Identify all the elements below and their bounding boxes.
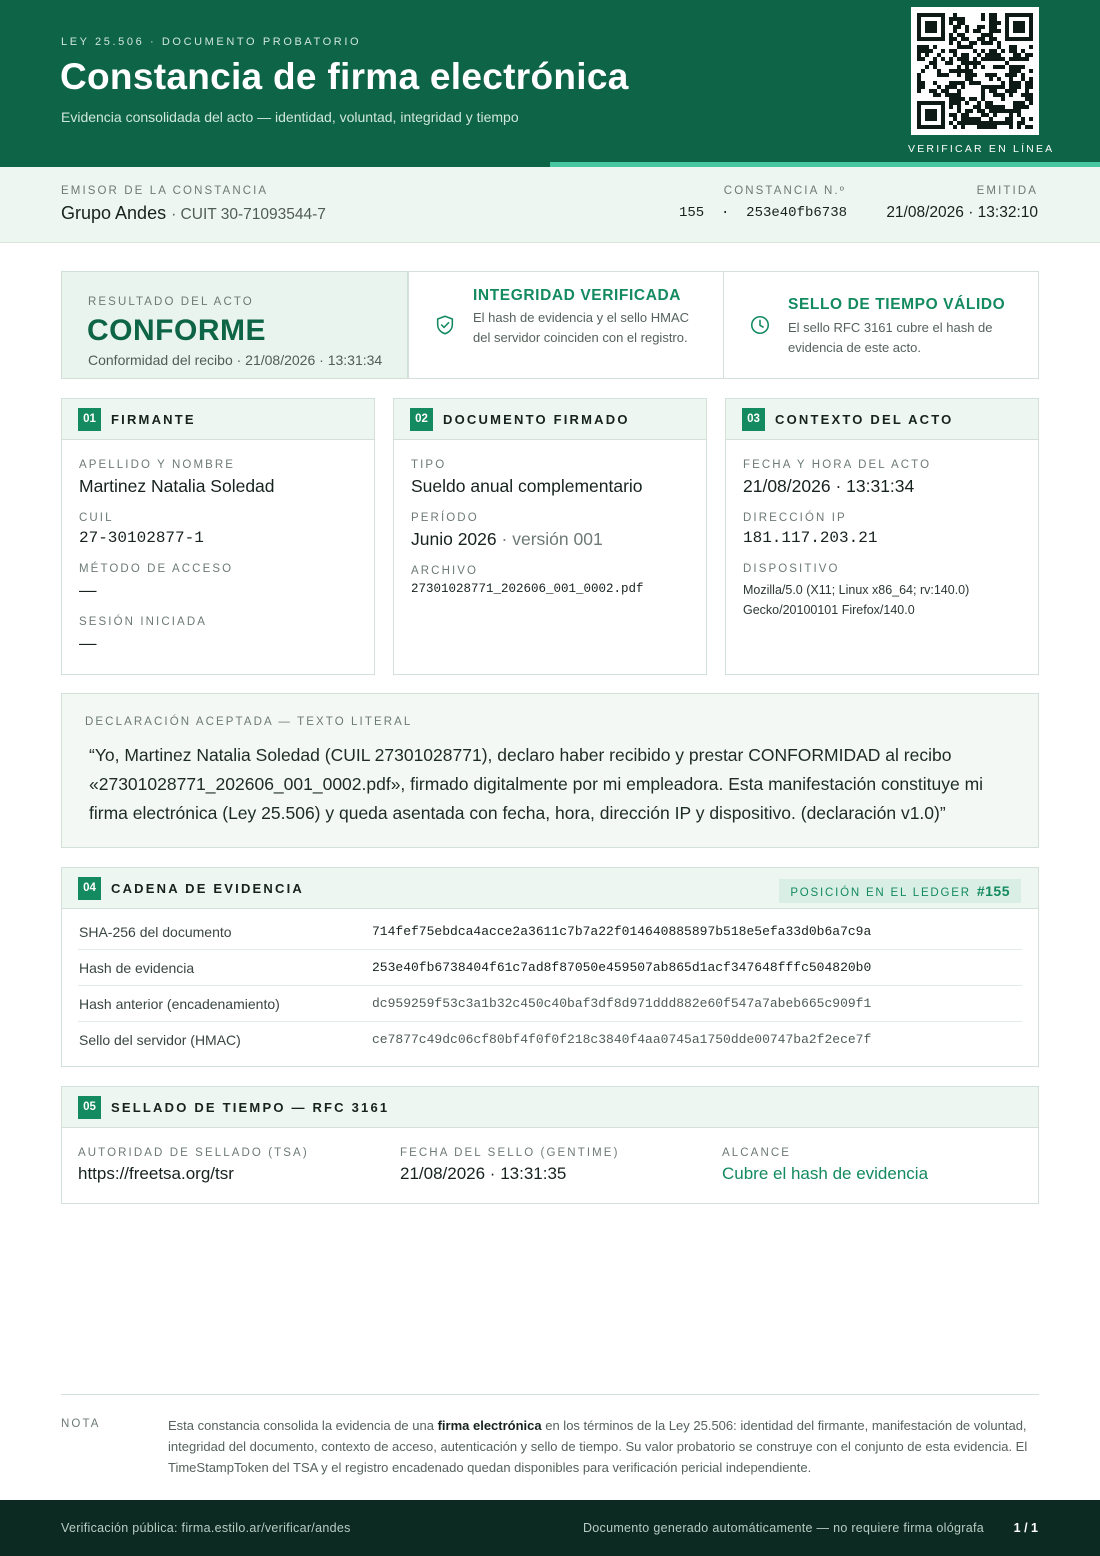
ledger-label: POSICIÓN EN EL LEDGER xyxy=(790,887,971,899)
device-field xyxy=(743,563,1033,620)
qr-code-icon xyxy=(917,13,1033,129)
period-value: Junio 2026 xyxy=(411,529,497,549)
signer-cuil-label: CUIL xyxy=(79,512,114,524)
document-type-field xyxy=(411,459,643,497)
header xyxy=(0,0,1100,163)
ledger-value: #155 xyxy=(976,883,1010,899)
result-main xyxy=(61,271,408,379)
row-value: 253e40fb6738404f61c7ad8f87050e459507ab865d1acf347648fffc504820b0 xyxy=(372,960,872,975)
session-field xyxy=(79,616,207,654)
row-key: SHA-256 del documento xyxy=(79,924,232,940)
document-card-header xyxy=(394,399,706,440)
footer-disclaimer: Documento generado automáticamente — no requiere firma ológrafa xyxy=(582,1521,984,1535)
context-card xyxy=(725,398,1039,675)
ip-label: DIRECCIÓN IP xyxy=(743,512,847,524)
tsa-scope-field xyxy=(722,1147,928,1184)
signer-name-field xyxy=(79,459,275,497)
evidence-chain-title: CADENA DE EVIDENCIA xyxy=(111,881,305,896)
note-bold: firma electrónica xyxy=(437,1418,542,1433)
device-label: DISPOSITIVO xyxy=(743,563,840,575)
section-badge: 03 xyxy=(742,408,765,431)
tsa-scope: Cubre el hash de evidencia xyxy=(722,1164,929,1183)
act-datetime: 21/08/2026 · 13:31:34 xyxy=(743,476,915,496)
document-type-label: TIPO xyxy=(411,459,447,471)
timestamp-section-header xyxy=(62,1087,1038,1128)
emitter-company: Grupo Andes xyxy=(61,203,167,223)
tsa-authority-field xyxy=(78,1147,309,1184)
evidence-chain-header xyxy=(62,868,1038,909)
result-value: CONFORME xyxy=(87,314,266,347)
section-badge: 02 xyxy=(410,408,433,431)
emitter-name xyxy=(61,203,326,224)
timestamp-section xyxy=(61,1086,1039,1204)
act-datetime-label: FECHA Y HORA DEL ACTO xyxy=(743,459,932,471)
row-value: ce7877c49dc06cf80bf4f0f0f218c3840f4aa0745a1750dde00747ba2f2ece7f xyxy=(372,1032,872,1047)
emitter-band xyxy=(0,167,1100,243)
note-post: en los términos de la Ley 25.506: identidad del firmante, manifestación de voluntad, integridad del documento, contexto de acceso, autenticación y sello de tiempo. Su valor probatorio se construye con el conjunto de esta evidencia. El TimeStampToken del TSA y el registro encadenado quedan disponibles para verificación pericial independiente. xyxy=(168,1418,1028,1475)
section-badge: 01 xyxy=(78,408,101,431)
device: Mozilla/5.0 (X11; Linux x86_64; rv:140.0) Gecko/20100101 Firefox/140.0 xyxy=(743,583,970,617)
footer xyxy=(0,1500,1100,1556)
signer-name: Martinez Natalia Soledad xyxy=(79,476,275,496)
row-key: Hash de evidencia xyxy=(79,960,195,976)
table-row xyxy=(78,950,1022,986)
document-file-field xyxy=(411,565,644,596)
ip-field xyxy=(743,512,877,547)
constancia-number: 155 · 253e40fb6738 xyxy=(678,205,847,221)
public-verification-link[interactable]: Verificación pública: firma.estilo.ar/verificar/andes xyxy=(61,1521,351,1535)
result-sub: Conformidad del recibo · 21/08/2026 · 13:31:34 xyxy=(88,352,383,368)
result-label: RESULTADO DEL ACTO xyxy=(88,296,254,308)
verify-online-link[interactable]: VERIFICAR EN LÍNEA xyxy=(908,143,1055,155)
signer-card xyxy=(61,398,375,675)
row-value: 714fef75ebdca4acce2a3611c7b7a22f014640885897b518e5efa33d0b6a7c9a xyxy=(372,924,872,939)
tsa-authority-label: AUTORIDAD DE SELLADO (TSA) xyxy=(78,1147,309,1159)
constancia-number-label: CONSTANCIA N.º xyxy=(723,185,846,197)
table-row xyxy=(78,914,1022,950)
tsa-authority[interactable]: https://freetsa.org/tsr xyxy=(78,1164,234,1183)
act-datetime-field xyxy=(743,459,931,497)
signer-card-header xyxy=(62,399,374,440)
declaration-label: DECLARACIÓN ACEPTADA — TEXTO LITERAL xyxy=(85,716,413,728)
emitter-cuit: · CUIT 30-71093544-7 xyxy=(171,206,326,223)
timestamp-text: El sello RFC 3161 cubre el hash de evidencia de este acto. xyxy=(788,320,993,355)
qr-code[interactable] xyxy=(911,7,1039,135)
row-value: dc959259f53c3a1b32c450c40baf3df8d971ddd882e60f547a7abeb665c909f1 xyxy=(372,996,872,1011)
page-title: Constancia de firma electrónica xyxy=(60,56,629,97)
document-file: 27301028771_202606_001_0002.pdf xyxy=(411,582,644,596)
timestamp-section-title: SELLADO DE TIEMPO — RFC 3161 xyxy=(111,1100,390,1115)
tsa-date-label: FECHA DEL SELLO (GENTIME) xyxy=(400,1147,620,1159)
document-card xyxy=(393,398,707,675)
declaration-text: “Yo, Martinez Natalia Soledad (CUIL 27301028771), declaro haber recibido y prestar CONFORMIDAD al recibo «27301028771_202606_001_0002.pdf», firmado digitalmente por mi empleadora. Esta manifestación constituye mi firma electrónica (Ley 25.506) y queda asentada con fecha, hora, dirección IP y dispositivo. (declaración v1.0)” xyxy=(89,745,984,823)
note-label: NOTA xyxy=(61,1418,101,1430)
tsa-date: 21/08/2026 · 13:31:35 xyxy=(400,1164,567,1183)
tsa-scope-label: ALCANCE xyxy=(722,1147,792,1159)
table-row xyxy=(78,986,1022,1022)
signer-cuil-field xyxy=(79,512,204,547)
declaration-block xyxy=(61,693,1039,848)
timestamp-title: SELLO DE TIEMPO VÁLIDO xyxy=(788,296,1006,313)
version-value: · versión 001 xyxy=(501,529,603,549)
signer-cuil: 27-30102877-1 xyxy=(79,529,204,547)
issued-label: EMITIDA xyxy=(976,185,1038,197)
context-title: CONTEXTO DEL ACTO xyxy=(775,412,954,427)
clock-icon xyxy=(749,314,771,336)
signer-title: FIRMANTE xyxy=(111,412,196,427)
note-text xyxy=(168,1415,1038,1478)
document-period xyxy=(411,529,603,550)
tsa-date-field xyxy=(400,1147,620,1184)
integrity-text: El hash de evidencia y el sello HMAC del servidor coinciden con el registro. xyxy=(473,310,690,345)
shield-check-icon xyxy=(434,314,456,336)
session-label: SESIÓN INICIADA xyxy=(79,616,207,628)
page-number: 1 / 1 xyxy=(1013,1521,1038,1535)
access-method: — xyxy=(79,580,97,600)
ledger-position-badge xyxy=(779,879,1021,903)
kicker: LEY 25.506 · DOCUMENTO PROBATORIO xyxy=(61,36,362,48)
issued-date: 21/08/2026 · 13:32:10 xyxy=(886,204,1038,221)
document-title: DOCUMENTO FIRMADO xyxy=(443,412,630,427)
session: — xyxy=(79,633,97,653)
document-period-label: PERÍODO xyxy=(411,512,479,524)
document-file-label: ARCHIVO xyxy=(411,565,479,577)
timestamp-status xyxy=(723,272,1038,378)
signer-name-label: APELLIDO Y NOMBRE xyxy=(79,459,236,471)
note-divider xyxy=(61,1394,1039,1395)
result-summary xyxy=(61,271,1039,379)
evidence-chain xyxy=(61,867,1039,1067)
access-method-label: MÉTODO DE ACCESO xyxy=(79,563,234,575)
integrity-status xyxy=(408,272,723,378)
document-period-field xyxy=(411,512,603,550)
table-row xyxy=(78,1022,1022,1058)
access-method-field xyxy=(79,563,233,601)
section-badge: 04 xyxy=(78,877,101,900)
row-key: Sello del servidor (HMAC) xyxy=(79,1032,241,1048)
page-subtitle: Evidencia consolidada del acto — identidad, voluntad, integridad y tiempo xyxy=(61,109,519,125)
ip-address: 181.117.203.21 xyxy=(743,529,878,547)
document-type: Sueldo anual complementario xyxy=(411,476,643,496)
note-pre: Esta constancia consolida la evidencia de una xyxy=(168,1418,438,1433)
row-key: Hash anterior (encadenamiento) xyxy=(79,996,280,1012)
section-badge: 05 xyxy=(78,1096,101,1119)
context-card-header xyxy=(726,399,1038,440)
integrity-title: INTEGRIDAD VERIFICADA xyxy=(473,287,682,304)
emitter-label: EMISOR DE LA CONSTANCIA xyxy=(61,185,269,197)
